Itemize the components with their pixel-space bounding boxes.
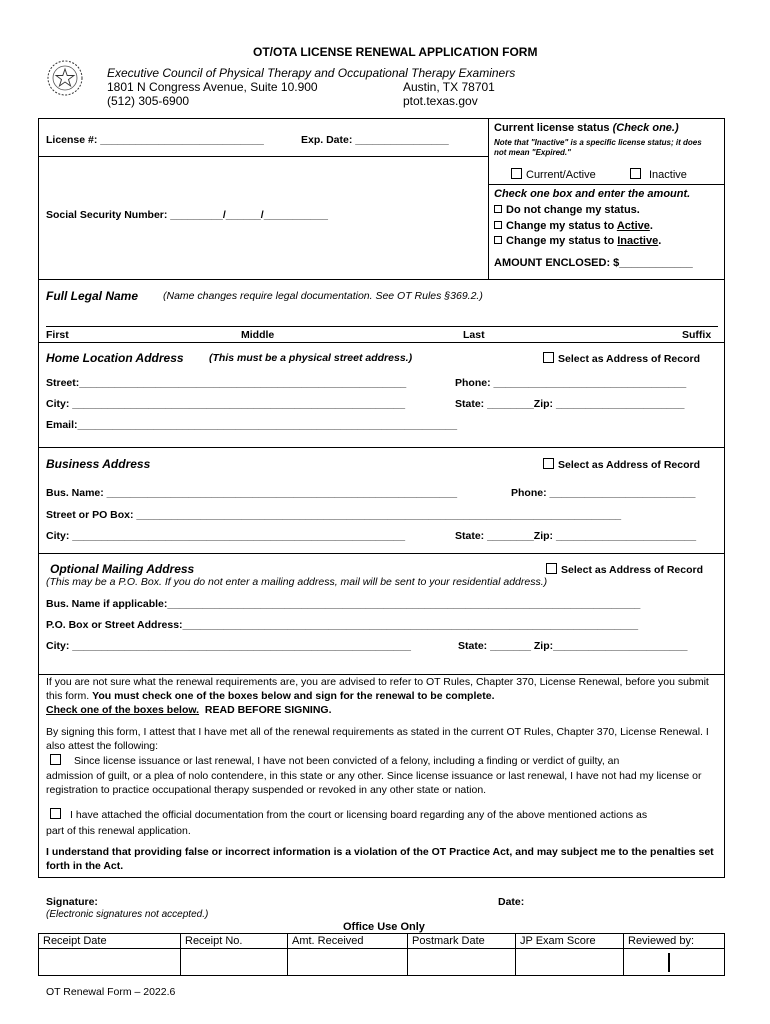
business-city-field[interactable]: City: _________________________________________________________	[46, 530, 406, 542]
checkbox-icon[interactable]	[630, 168, 641, 179]
read-before-signing: READ BEFORE SIGNING.	[204, 704, 332, 716]
amount-enclosed-field[interactable]: AMOUNT ENCLOSED: $____________	[494, 257, 693, 269]
business-phone-field[interactable]: Phone: _________________________	[511, 487, 696, 499]
home-address-heading: Home Location Address	[46, 351, 184, 365]
status-note: Note that "Inactive" is a specific license status; it does not mean "Expired."	[494, 138, 702, 157]
home-city-field[interactable]: City: _________________________________________________________	[46, 398, 406, 410]
office-use-header-row	[39, 934, 725, 949]
mailing-city-field[interactable]: City: __________________________________________________________	[46, 640, 411, 652]
office-cell-receipt-no	[181, 949, 288, 976]
home-phone-field[interactable]: Phone: _________________________________	[455, 377, 687, 389]
mailing-address-heading: Optional Mailing Address	[50, 562, 195, 576]
check-instruction	[46, 704, 332, 716]
office-cell-amount	[288, 949, 408, 976]
current-active-label: Current/Active	[526, 169, 596, 181]
office-col-postmark: Postmark Date	[408, 934, 516, 949]
documentation-attest-checkbox[interactable]	[50, 808, 647, 821]
texas-seal-logo	[46, 59, 84, 97]
signature-date-field[interactable]: Date:	[498, 896, 525, 908]
status-option-active[interactable]: Change my status to Active.	[494, 220, 653, 232]
renewal-must-check-note: You must check one of the boxes below and sign for the renewal to be complete.	[92, 690, 495, 702]
business-state-zip-field[interactable]: State: ________Zip: ________________________	[455, 530, 697, 542]
renewal-requirements-note: If you are not sure what the renewal requirements are, you are advised to refer to OT Rules, Chapter 370, License Renewal, before you submit this form.	[46, 676, 709, 702]
home-address-note: (This must be a physical street address.)	[209, 352, 413, 364]
mailing-record-checkbox[interactable]	[546, 563, 703, 576]
signature-note: (Electronic signatures not accepted.)	[46, 909, 209, 920]
signature-field[interactable]: Signature:	[46, 896, 98, 908]
home-email-field[interactable]: Email:_________________________________________________________________	[46, 419, 458, 431]
business-address-heading: Business Address	[46, 457, 151, 471]
mailing-name-field[interactable]: Bus. Name if applicable:_________________________________________________________________________________	[46, 598, 641, 610]
business-name-field[interactable]: Bus. Name: ____________________________________________________________	[46, 487, 458, 499]
felony-attest-checkbox[interactable]	[50, 754, 619, 767]
agency-city: Austin, TX 78701	[403, 80, 495, 94]
business-record-label: Select as Address of Record	[558, 459, 700, 471]
inactive-checkbox[interactable]	[630, 168, 687, 181]
felony-attest-line1: Since license issuance or last renewal, I have not been convicted of a felony, including a finding or verdict of guilty, an	[74, 755, 620, 767]
current-active-checkbox[interactable]	[511, 168, 596, 181]
checkbox-icon[interactable]	[494, 221, 502, 229]
mailing-record-label: Select as Address of Record	[561, 564, 703, 576]
office-cell-reviewed-by	[624, 949, 725, 976]
name-suffix-label: Suffix	[682, 329, 712, 341]
home-street-field[interactable]: Street:________________________________________________________	[46, 377, 407, 389]
office-use-table	[38, 933, 725, 976]
inactive-label: Inactive	[649, 169, 687, 181]
office-col-receipt-no: Receipt No.	[181, 934, 288, 949]
status-option-inactive-label: Change my status to	[506, 235, 618, 247]
home-record-label: Select as Address of Record	[558, 353, 700, 365]
agency-street: 1801 N Congress Avenue, Suite 10.900	[107, 80, 318, 94]
documentation-attest-line1: I have attached the official documentation from the court or licensing board regarding any of the above mentioned actions as	[70, 809, 648, 821]
name-first-label: First	[46, 329, 69, 341]
status-inactive-word: Inactive	[617, 235, 659, 247]
name-middle-label: Middle	[241, 329, 275, 341]
agency-name: Executive Council of Physical Therapy and Occupational Therapy Examiners	[107, 66, 516, 80]
checkbox-icon[interactable]	[546, 563, 557, 574]
status-option-active-label: Change my status to	[506, 220, 617, 232]
checkbox-icon[interactable]	[543, 352, 554, 363]
business-street-field[interactable]: Street or PO Box: ___________________________________________________________________________________	[46, 509, 622, 521]
status-option-no-change[interactable]	[494, 204, 640, 216]
legal-name-heading: Full Legal Name	[46, 289, 139, 303]
form-version-footer: OT Renewal Form – 2022.6	[46, 986, 176, 998]
check-instruction-text: Check one of the boxes below.	[46, 704, 200, 716]
checkbox-icon[interactable]	[50, 808, 61, 819]
legal-name-note: (Name changes require legal documentation. See OT Rules §369.2.)	[163, 290, 483, 302]
ssn-field[interactable]: Social Security Number: _________/______/___________	[46, 209, 328, 221]
license-number-field[interactable]: License #: ____________________________	[46, 134, 264, 146]
exp-date-field[interactable]: Exp. Date: ________________	[301, 134, 449, 146]
checkbox-icon[interactable]	[511, 168, 522, 179]
home-state-zip-field[interactable]: State: ________Zip: ______________________	[455, 398, 685, 410]
agency-phone: (512) 305-6900	[107, 94, 190, 108]
name-last-label: Last	[463, 329, 485, 341]
office-cell-jp-exam	[516, 949, 624, 976]
text-cursor-icon	[668, 953, 670, 972]
office-use-heading: Office Use Only	[343, 921, 425, 933]
status-active-word: Active	[616, 220, 650, 232]
checkbox-icon[interactable]	[543, 458, 554, 469]
office-cell-postmark	[408, 949, 516, 976]
office-col-amount: Amt. Received	[288, 934, 408, 949]
checkbox-icon[interactable]	[494, 205, 502, 213]
status-heading	[494, 122, 679, 134]
mailing-state-zip-field[interactable]: State: _______ Zip:_______________________	[458, 640, 688, 652]
status-option-no-change-label: Do not change my status.	[506, 204, 640, 216]
renewal-requirements-text	[46, 675, 718, 703]
checkbox-icon[interactable]	[50, 754, 61, 765]
status-heading-note: (Check one.)	[612, 122, 679, 134]
agency-website: ptot.texas.gov	[403, 94, 478, 108]
documentation-attest-text: part of this renewal application.	[46, 825, 191, 837]
form-title: OT/OTA LICENSE RENEWAL APPLICATION FORM	[253, 45, 538, 59]
status-option-inactive[interactable]: Change my status to Inactive.	[494, 235, 661, 247]
legal-name-input[interactable]	[46, 326, 718, 327]
status-heading-text: Current license status	[494, 122, 610, 134]
false-info-warning: I understand that providing false or incorrect information is a violation of the OT Practice Act, and may subject me to the penalties set forth in the Act.	[46, 846, 714, 872]
office-cell-receipt-date	[39, 949, 181, 976]
felony-attest-text: admission of guilt, or a plea of nolo contendere, in this state or any other. Since license issuance or last renewal, I have not had my license or registration to practice occupational therapy suspended or revoked in any other state or nation.	[46, 770, 702, 796]
checkbox-icon[interactable]	[494, 236, 502, 244]
mailing-address-note: (This may be a P.O. Box. If you do not enter a mailing address, mail will be sent to your residential address.)	[46, 576, 548, 588]
mailing-pobox-field[interactable]: P.O. Box or Street Address:______________________________________________________________________________	[46, 619, 639, 631]
business-record-checkbox[interactable]	[543, 458, 700, 471]
attest-statement: By signing this form, I attest that I have met all of the renewal requirements as stated in the current OT Rules, Chapter 370, License Renewal. I also attest the following:	[46, 726, 709, 752]
office-col-jp-exam: JP Exam Score	[516, 934, 624, 949]
office-use-entry-row	[39, 949, 725, 976]
home-record-checkbox[interactable]	[543, 352, 700, 365]
address-section	[38, 279, 725, 675]
check-one-heading: Check one box and enter the amount.	[494, 188, 691, 200]
office-col-reviewed-by: Reviewed by:	[624, 934, 725, 949]
office-col-receipt-date: Receipt Date	[39, 934, 181, 949]
